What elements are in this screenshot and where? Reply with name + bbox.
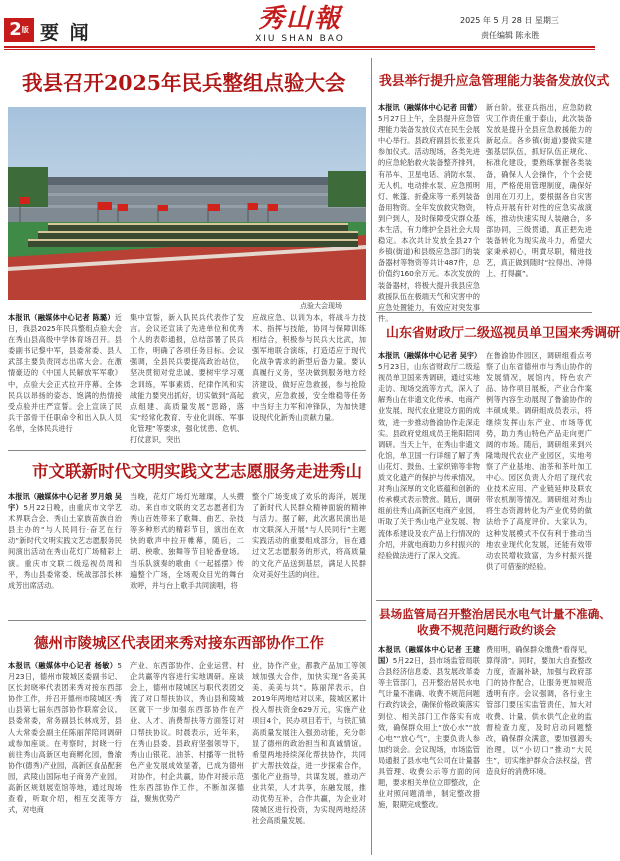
- art-column-2: 当晚，花灯广场灯光璀璨，人头攒动。来自市文联的文艺志愿者们为秀山百姓带来了歌舞、曲艺、杂技等多种形式的精彩节目，演出在欢快的歌声中拉开帷幕，随后，二胡、秧歌、独舞等节目轮番登场。当乐队演奏的歌曲《一起摇摆》传遍整个广场，全场观众目光的舞台欢呼，并与台上歌手共同演唱，将: [130, 492, 244, 590]
- art-text-1: 5月22日晚，由重庆市文学艺术界联合会、秀山土家族苗族自治县主办的“与人民同行·奋艺在行动”新时代文明实践文艺志愿服务民间演出活动在秀山花灯广场精彩上演。重庆市文联二级巡视员周和平，秀山县委常委、统战部部长林成芳出席活动。: [8, 503, 122, 590]
- dezhou-column-2: 产业、东西部协作、企业运营、村企共赢等内容进行实地调研。座谈会上，德州市陵城区与职代表团交流了对口帮扶协议，秀山县和陵城区就下一步加强东西部协作在产业、人才、消费帮扶等方面签订对口帮扶协议。时晨表示，近年来，在秀山县委、县政府坚强领导下，秀山山银花、油茶、村播等一批特色产业发展成效显著，已成为德州对协作，村企共赢，协作对接示范性东西部协作工作，不断加深德益，聚焦优势产: [130, 661, 244, 804]
- gas-headline-line-2: 收费不规范问题行政约谈会: [417, 623, 557, 637]
- article-divider: [8, 450, 366, 451]
- article-divider: [8, 620, 366, 621]
- gas-column-2: 费用明，确保群众缴费“看得见，算得清”。同时，要加大自查整改力度，查漏补缺，加强与政府部门的协作配合，让服务更加规范透明有序。会议强调，各行业主管部门要压实监管责任，加大对收费、计量、供水供气企业的监督检查力度，及时启动问题整改，确保群众满意，要加强源头治理，以“小切口”推动“大民生”，切实维护群众合法权益，营造良好的消费环境。: [486, 645, 592, 777]
- lead-byline: 本报讯（融媒体中心记者 陈璐）: [8, 313, 115, 322]
- section-title: 要 闻: [40, 22, 91, 44]
- issue-date: 2025 年 5 月 28 日 星期三: [460, 16, 559, 25]
- dezhou-text-1: 5月23日，德州市陵城区委副书记、区长封晓率代表团来秀对接东西部协作工作，并召开德州市陵城区·秀山县第七届东西部协作联席会议。县委常委，常务副县长林成芳，县人大常委会副主任陈丽萍陪同调研或参加座谈。在考察时，封晓一行前往秀山高新区电商孵化园，鲁渝协作(德秀)产业园，高新区食品配套园，武陵山国际电子商务产业园，高新区规划展览馆等地，通过现场查看，听取介绍，相互交流等方式，对电商: [8, 661, 122, 815]
- lead-column-1: [8, 312, 122, 444]
- dezhou-byline: 本报讯（融媒体中心记者 杨敏）: [8, 661, 118, 670]
- dezhou-column-1: [8, 660, 122, 856]
- art-headline: 市文联新时代文明实践文艺志愿服务走进秀山: [32, 462, 362, 481]
- dezhou-headline: 德州市陵城区代表团来秀对接东西部协作工作: [34, 635, 324, 652]
- art-column-3: 整个广场变成了欢乐的海洋，展现了新时代人民群众精神面貌的精神与活力。据了解，此次惠民演出是市文联深入开展“与人民同行”主题实践活动的重要组成部分，旨在通过文艺志愿服务的形式，将高质量的文化产品送到基层，满足人民群众对美好生活的向往。: [252, 492, 366, 579]
- art-byline: 本报讯（融媒体中心记者 罗月娥 吴宇）: [8, 492, 122, 513]
- emergency-column-1: [378, 102, 482, 323]
- gas-byline: 本报讯（融媒体中心记者 王建国）: [378, 645, 480, 666]
- masthead-rule: [4, 46, 595, 48]
- page-number: $2^版$: [4, 18, 34, 42]
- emergency-text-1: 5月27日上午，全县提升应急管理能力装备发放仪式在民生会展中心举行。县政府副县长张亚兵参加仪式。活动现场，各类先进的应急轮胎救火装备整齐排列，有吊车、卫星电话、消防水泵、无人机、电动排水泵、应急照明灯、帐篷、折叠床等一系列装备备用物资。全年发放救灾物资，到户到人，及时保障受灾群众基本生活，有力维护全县社会大局稳定。本次共计发放全县27个乡镇(街道)和县级应急部门的装备器材等物资等共计487件，总价值约160余万元。本次发放的装备器材，将极大提升我县应急救援队伍在极端天气和灾害中的应急处置能力，有效应对突发事件。: [378, 114, 480, 323]
- gas-column-1: [378, 644, 480, 856]
- finance-column-2: 在鲁渝协作园区，调研组看点考察了山东省德州市与秀山协作的发展情况，展馆内，特色农产品、协作项目展板，产业合作案例等内容生动展现了鲁渝协作的丰硕成果。调研组成员表示，将继续发挥山东产业、市场等优势，助力秀山特色产品走向更广阔的市场。随后，调研组来到兴隆坳现代农业产业园区，实地考察了产业基地、油茶和茶叶加工中心。园区负责人介绍了现代农业技术应用、产业链延伸及联农带农机制等情况。调研组对秀山将生态资源转化为产业优势的做法给予了高度评价。大家认为，这种发展模式不仅有利于推动当地农业现代化发展，还能有效带动农民增收致富，为乡村振兴提供了可借鉴的经验。: [486, 351, 592, 571]
- gas-headline: [379, 606, 611, 638]
- finance-headline: 山东省财政厅二级巡视员单卫国来秀调研: [386, 326, 620, 341]
- emergency-column-2: 新台阶。张亚兵指出，应急防救灾工作责任重于泰山，此次装备发放是提升全县应急救援能力的新起点。各乡镇(街道)要做实建强基层队伍，抓好队伍正规化、标准化建设，要熟练掌握各类装备，确保人人会操作，个个会使用，严格使用管理制度，确保好创用在刀刃上，要根据各自灾害特点开展有针对性的应急实战演练，推动快速实现人装融合，多部协同，三级贯通，真正把先进装备转化为现实战斗力，希望大家秉承初心，明責尽职，精进技艺，真正做到随时“拉得出、冲得上、打得赢”。: [486, 103, 592, 279]
- lead-column-3: 应战应急、以训为本，将战斗力技术、指挥与技能，协同与保障训练相结合，积极参与民兵大比武，加强军地联合演练，打造适应于现代化战争需求的新型后备力量。要认真履行义务，坚决做到服务地方经济建设，做好应急救援，参与抢险救灾，应急救援，安全维稳等任务中当好主力军和冲锋队，为加快建设现代化新秀山贡献力量。: [252, 313, 366, 422]
- article-divider: [376, 600, 592, 601]
- gas-headline-line-1: 县场监管局召开整治居民水电气计量不准确、: [379, 607, 611, 621]
- emergency-headline: 我县举行提升应急管理能力装备发放仪式: [379, 74, 610, 89]
- editor-credit: 责任编辑 陈永胜: [481, 31, 540, 40]
- logo-chinese: 秀山報: [257, 4, 342, 34]
- finance-byline: 本报讯（融媒体中心记者 吴宇）: [378, 351, 482, 360]
- lead-headline: 我县召开2025年民兵整组点验大会: [22, 71, 346, 95]
- masthead: [0, 0, 599, 50]
- lead-text-1: 近日，我县2025年民兵整组点验大会在秀山县高级中学体育场召开。县委副书记黎中军，县委常委、县人武部主要负责同志出席大会。在激情豪迈的《中国人民解放军军歌》中，点验大会正式拉开序幕。全体民兵以昂扬的姿态、饱满的热情接受点验并庄严宣誓。会上宣读了民兵干部骨干任职命令和出入队人员名单，全体民兵进行: [8, 313, 122, 433]
- column-divider: [371, 58, 372, 855]
- emergency-byline: 本报讯（融媒体中心记者 田蕾）: [378, 103, 482, 112]
- assembly-photo: [8, 107, 366, 300]
- finance-text-1: 5月23日，山东省财政厅二级巡视员单卫国来秀调研，通过实地走访、现场交流等方式，深入了解秀山在非遗文化传承、电商产业发展、现代农业建设方面的成效，进一步推动鲁渝协作走深走实。县政府党组成员王艳阳陪同调研。当天上午，在秀山非遗文化馆，单卫国一行详细了解了秀山花灯、鼓鱼、土家织锦等非物质文化遗产的保护与传承情况，对秀山深厚的文化底蕴和创新的传承模式表示赞赏。随后，调研组前往秀山高新区电商产业园，听取了关于秀山电产业发展、物流体系建设及农产品上行情况的介绍，并就电商助力乡村振兴的经验做法进行了深入交流。: [378, 362, 480, 560]
- newspaper-logo: [245, 4, 355, 46]
- logo-english: XIU SHAN BAO: [255, 34, 345, 44]
- masthead-rule-thin: [4, 49, 595, 50]
- lead-column-2: 集中宣誓，新入队民兵代表作了发言。会议还宣读了先进单位和优秀个人的表彰通报，总结部署了民兵工作，明确了各项任务目标。会议强调，全县民兵要提高政治站位，坚决贯彻对党忠诚、要树牢学习观念训练，军事素质、纪律作风和实战能力要突出抓好，切实做到“高起点组建、高质量发展”思路，落实“经常化教育、专业化训练、军事化管理”等要求，强化忧患、危机、打仗意识，突出: [130, 313, 244, 445]
- finance-column-1: [378, 350, 480, 594]
- art-column-1: [8, 491, 122, 613]
- dezhou-column-3: 业，协作产业，都教产品加工等领域加强大合作，加快实现“各美其美、美美与共”。陈丽萍表示，自2019年两地结对以来，陵城区累计投入帮扶资金629万元，实施产业项目4个，民办项目若干，与铁汇镇高质量发展注入强劲动能，充分彰显了德州的政治担当和真诚情谊。希望两地持续深化帮扶协作，共同扩大帮扶效益，进一步探索合作，强化产业指导，共谋发展，推动产业共荣，人才共享，东融发展，推动优势互补，合作共赢，为企业对陵城区进行投资，为实现两地经济社会高质量发展。: [252, 661, 366, 826]
- gas-text-1: 5月22日，县市场监管局联合县经济信息委、县发展改革委等主管部门，召开整治居民水电气计量不准确、收费不规范问题行政约谈会，确保价格政策落实到位、相关部门工作落实有成效，确保群众用上“放心水”“放心电”“放心气”，主要负责人参加约谈会。会议现场，市场监管局通报了县水电气公司在计量器具管理、收费公示等方面的问题，要求相关单位立即整改，企业对照问题清单，制定整改措施，限期完成整改。: [378, 656, 480, 810]
- photo-caption: 点验大会现场: [300, 302, 342, 310]
